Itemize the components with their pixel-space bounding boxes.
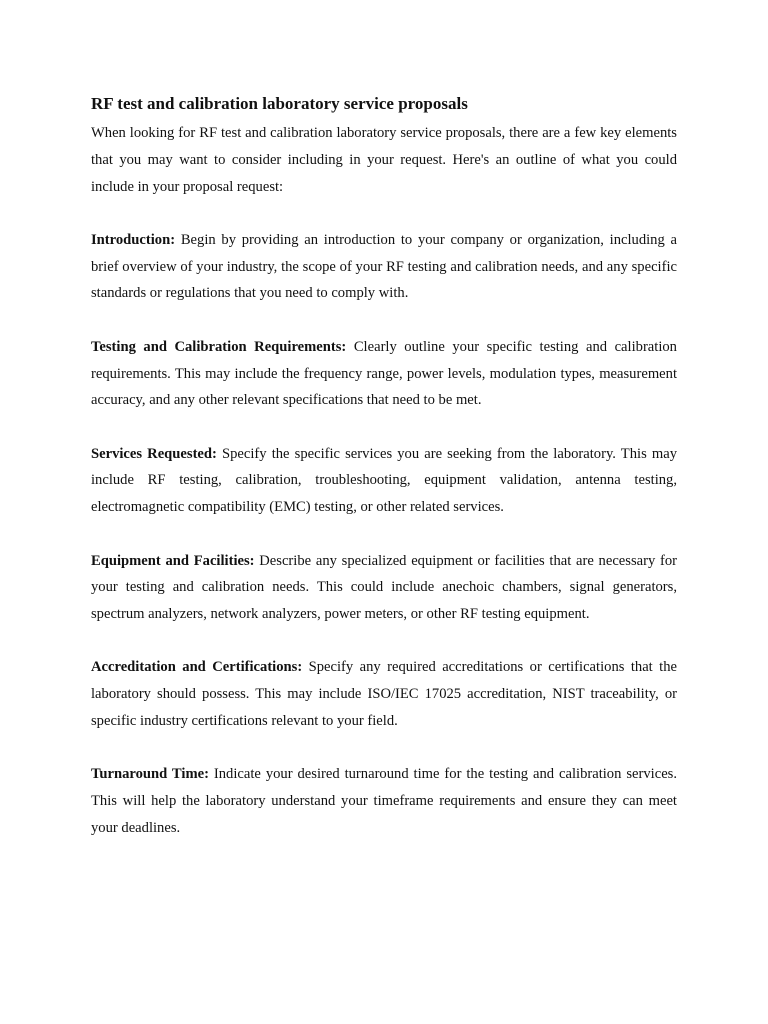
section-label: Turnaround Time: xyxy=(91,766,209,783)
section-services-requested xyxy=(91,441,677,521)
section-label: Services Requested: xyxy=(91,445,217,462)
section-label: Testing and Calibration Requirements: xyxy=(91,338,347,355)
section-introduction xyxy=(91,227,677,307)
section-accreditation-certifications xyxy=(91,654,677,734)
section-text: Specify the specific services you are seeking from the laboratory. This may include RF testing, calibration, troubleshooting, equipment validation, antenna testing, electromagnetic compatibility (EMC) testing, or other related services. xyxy=(91,445,677,516)
section-equipment-facilities xyxy=(91,548,677,628)
section-testing-calibration-requirements xyxy=(91,334,677,414)
section-label: Introduction: xyxy=(91,231,176,248)
section-label: Equipment and Facilities: xyxy=(91,552,255,569)
document-page xyxy=(91,92,677,842)
section-text: Specify any required accreditations or certifications that the laboratory should possess. This may include ISO/IEC 17025 accreditation, NIST traceability, or specific industry certifications relevant to your field. xyxy=(91,659,677,730)
section-text: Begin by providing an introduction to your company or organization, including a brief overview of your industry, the scope of your RF testing and calibration needs, and any specific standards or regulations that you need to comply with. xyxy=(91,231,677,302)
section-label: Accreditation and Certifications: xyxy=(91,659,303,676)
section-turnaround-time xyxy=(91,761,677,841)
section-text: Clearly outline your specific testing and calibration requirements. This may include the frequency range, power levels, modulation types, measurement accuracy, and any other relevant specifications that need to be met. xyxy=(91,338,677,409)
document-title: RF test and calibration laboratory service proposals xyxy=(91,94,468,113)
section-text: Describe any specialized equipment or facilities that are necessary for your testing and calibration needs. This could include anechoic chambers, signal generators, spectrum analyzers, network analyzers, power meters, or other RF testing equipment. xyxy=(91,552,678,623)
intro-paragraph: When looking for RF test and calibration laboratory service proposals, there are a few key elements that you may want to consider including in your request. Here's an outline of what you could include in your proposal request: xyxy=(91,125,677,195)
section-text: Indicate your desired turnaround time for the testing and calibration services. This will help the laboratory understand your timeframe requirements and ensure they can meet your deadlines. xyxy=(91,766,677,836)
